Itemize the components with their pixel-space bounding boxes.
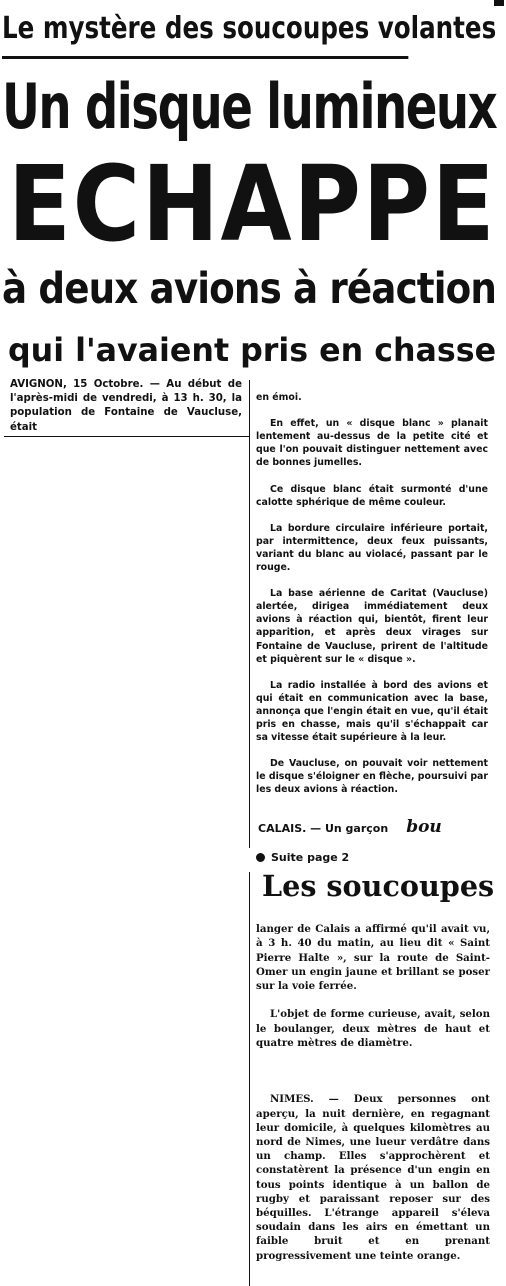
paragraph: L'objet de forme curieuse, avait, selon le boulanger, deux mètres de haut et quatre mètres de diamètre. (256, 1008, 490, 1049)
paragraph: La radio installée à bord des avions et qui était en communication avec la base, annonça que l'engin était en vue, qu'il était pris en chasse, mais qu'il s'échappait car sa vitesse était supérieure à la leur. (256, 679, 488, 744)
headline-line-2: ECHAPPE (8, 143, 497, 265)
paragraph: NIMES. — Deux personnes ont aperçu, la nuit dernière, en regagnant leur domicile, à quelques kilomètres au nord de Nimes, une lueur verdâtre dans un champ. Elles s'approchèrent et constatèrent la présence d'un engin en tous points identique à un ballon de rugby et paraissant reposer sur des béquilles. L'étrange appareil s'éleva soudain dans les airs en émettant un faible bruit et en prenant progressivement une teinte orange. (256, 1093, 490, 1262)
sidebar-body (256, 908, 490, 1277)
continued-label: Suite page 2 (271, 851, 350, 864)
paragraph: langer de Calais a affirmé qu'il avait vu, à 3 h. 40 du matin, au lieu dit « Saint Pierre Halte », sur la route de Saint-Omer un engin jaune et brillant se poser sur la voie ferrée. (256, 923, 490, 993)
paragraph: En effet, un « disque blanc » planait lentement au-dessus de la petite cité et que l'on pouvait distinguer nettement avec de bonnes jumelles. (256, 418, 488, 469)
paragraph: De Vaucluse, on pouvait voir nettement le disque s'éloigner en flèche, poursuivi par les deux avions à réaction. (256, 758, 488, 796)
paragraph: en émoi. (256, 392, 302, 404)
paragraph: Ce disque blanc était surmonté d'une calotte sphérique de même couleur. (256, 483, 488, 508)
sidebar-title: Les soucoupes (262, 869, 495, 903)
article-dateline: AVIGNON, 15 Octobre. — Au début de l'après-midi de vendredi, à 13 h. 30, la population de Fontaine de Vaucluse, était (10, 379, 242, 433)
paragraph: La base aérienne de Caritat (Vaucluse) alertée, dirigea immédiatement deux avions à réaction qui, bientôt, firent leur apparition, et après deux virages sur Fontaine de Vaucluse, prirent de l'altitude et piquèrent sur le « disque ». (256, 588, 488, 665)
headline-line-1: Un disque lumineux (2, 70, 497, 143)
handwritten-note: bou (406, 817, 442, 837)
article-body (256, 378, 488, 810)
bullet-icon (256, 853, 265, 862)
column-divider (249, 380, 250, 848)
column-rule (4, 436, 250, 437)
headline-line-4: qui l'avaient pris en chasse (8, 331, 497, 369)
continuation-fragment: CALAIS. — Un garçon (258, 822, 389, 835)
column-divider-lower (249, 872, 250, 1286)
paragraph: La bordure circulaire inférieure portait, par intermittence, deux feux puissants, variant du blanc au violacé, passant par le rouge. (256, 522, 488, 574)
continuation-line (258, 818, 498, 836)
kicker-headline: Le mystère des soucoupes volantes (2, 2, 408, 59)
headline-line-3: à deux avions à réaction (2, 264, 497, 314)
clipped-corner-mark (494, 0, 504, 6)
